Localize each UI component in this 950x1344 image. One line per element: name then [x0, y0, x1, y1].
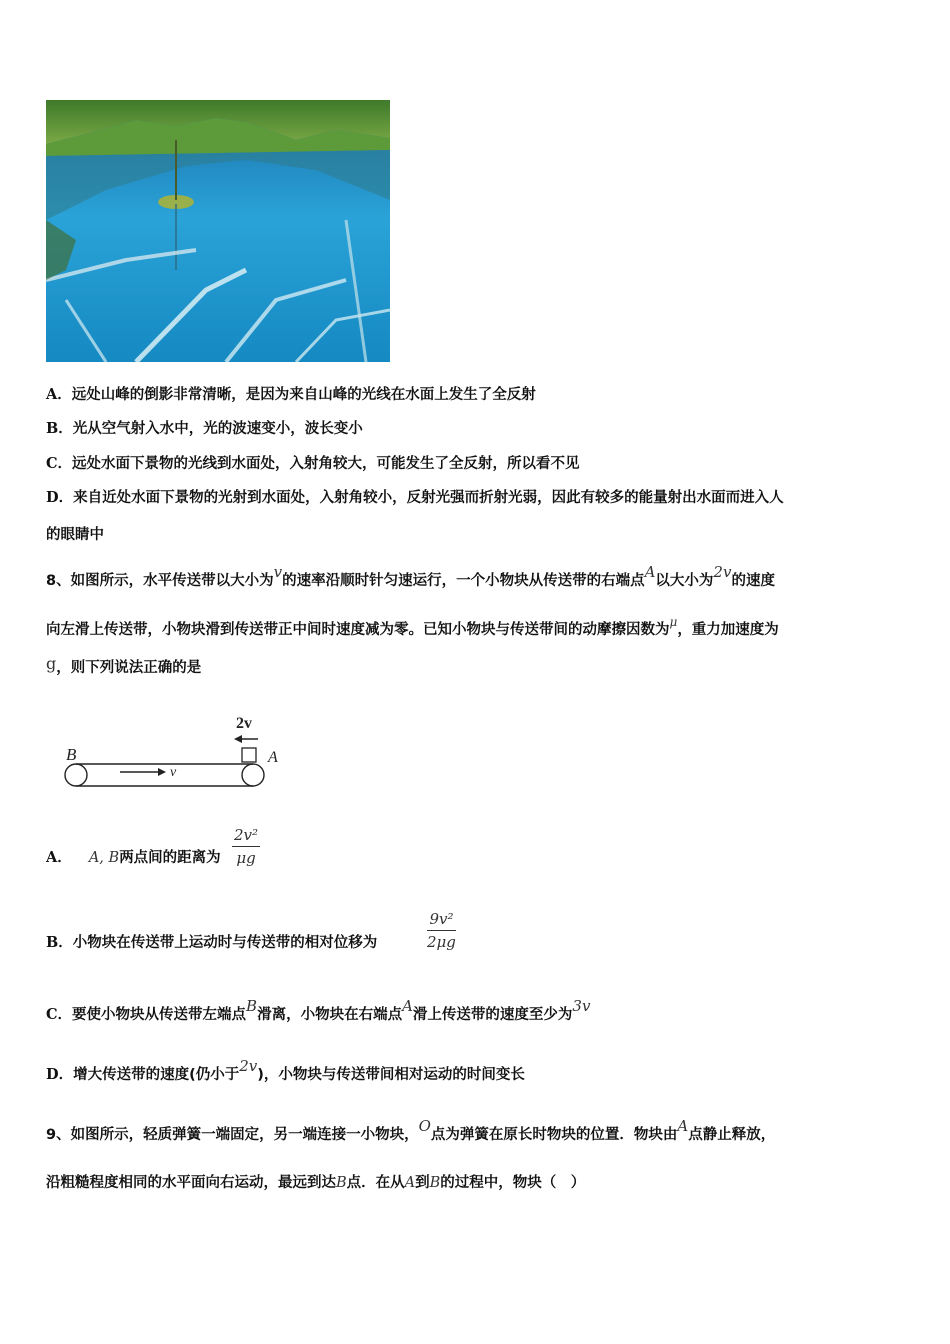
option-text: 要使小物块从传送带左端点: [72, 1007, 247, 1023]
fraction-numerator: 2v²: [232, 826, 260, 847]
arrow-head-icon: [158, 768, 166, 776]
stem-text: 沿粗糙程度相同的水平面向右运动，最远到达: [46, 1175, 336, 1191]
math-b: B: [429, 1175, 441, 1191]
stem-text: ，重力加速度为: [677, 622, 779, 638]
q8-option-a: [46, 848, 221, 868]
math-3v: 3v: [572, 997, 591, 1015]
diagram-label-a: A: [268, 749, 278, 766]
stem-text: 的过程中，物块（ ）: [440, 1175, 586, 1191]
option-text: 远处山峰的倒影非常清晰，是因为来自山峰的光线在水面上发生了全反射: [71, 387, 536, 403]
math-mu: μ: [669, 615, 678, 629]
stem-text: 点静止释放，: [688, 1127, 776, 1143]
q8-stem-line-2: [46, 615, 779, 640]
stem-text: 的速率沿顺时针匀速运行，一个小物块从传送带的右端点: [282, 573, 645, 589]
question-number: 9、: [46, 1127, 71, 1143]
diagram-label-b: B: [66, 745, 77, 764]
stem-text: 如图所示，水平传送带以大小为: [70, 573, 274, 589]
option-letter: D．: [46, 489, 74, 506]
right-pulley: [242, 764, 264, 786]
stem-text: ，则下列说法正确的是: [56, 660, 202, 676]
option-letter: B．: [46, 934, 73, 951]
option-text: 两点间的距离为: [119, 850, 221, 866]
stem-text: 的速度: [731, 573, 775, 589]
question-number: 8、: [46, 573, 71, 589]
left-pulley: [65, 764, 87, 786]
q7-option-d: [46, 488, 784, 508]
q8-option-b: [46, 933, 377, 953]
option-text: 的眼睛中: [46, 527, 104, 543]
stem-text: 点．在从: [346, 1175, 405, 1191]
small-block: [242, 748, 256, 762]
stem-text: 向左滑上传送带，小物块滑到传送带正中间时速度减为零。已知小物块与传送带间的动摩擦因数为: [46, 622, 670, 638]
diagram-label-2v: 2v: [236, 715, 252, 732]
option-text: 来自近处水面下景物的光射到水面处，入射角较小，反射光强而折射光弱，因此有较多的能量射出水面而进入人: [73, 490, 784, 506]
fraction-9v2-over-2mug: [427, 910, 456, 951]
option-text: 滑离，小物块在右端点: [257, 1007, 403, 1023]
stem-text: 以大小为: [655, 573, 714, 589]
option-letter: D．: [46, 1066, 74, 1083]
q7-option-d-continued: [46, 525, 104, 545]
math-2v: 2v: [713, 563, 732, 581]
math-a: A: [677, 1117, 689, 1135]
fraction-2v2-over-mug: [232, 826, 260, 867]
conveyor-diagram: [58, 708, 288, 798]
option-letter: B．: [46, 420, 73, 437]
option-letter: C．: [46, 1006, 73, 1023]
math-2v: 2v: [239, 1057, 258, 1075]
math-v: v: [273, 563, 283, 581]
q8-option-d: [46, 1057, 525, 1085]
q8-option-c: [46, 997, 591, 1025]
option-text: 远处水面下景物的光线到水面处，入射角较大，可能发生了全反射，所以看不见: [72, 456, 580, 472]
option-text: )，小物块与传送带间相对运动的时间变长: [257, 1067, 525, 1083]
diagram-label-v: v: [170, 765, 177, 780]
stem-text: 点为弹簧在原长时物块的位置．物块由: [430, 1127, 678, 1143]
math-b: B: [246, 997, 258, 1015]
lake-photo: [46, 100, 390, 362]
q8-stem-line-1: [46, 563, 775, 591]
q9-stem-line-1: [46, 1117, 776, 1145]
q7-option-b: [46, 419, 363, 439]
option-text: 增大传送带的速度(仍小于: [73, 1067, 240, 1083]
math-g: g: [46, 654, 57, 673]
fraction-denominator: μg: [236, 849, 256, 867]
option-text: 滑上传送带的速度至少为: [412, 1007, 573, 1023]
q8-stem-line-3: [46, 654, 202, 678]
math-a: A: [644, 563, 656, 581]
option-letter: C．: [46, 455, 73, 472]
option-letter: A．: [46, 386, 72, 403]
math-b: B: [336, 1175, 347, 1191]
q7-option-c: [46, 454, 580, 474]
option-text: 小物块在传送带上运动时与传送带的相对位移为: [72, 935, 378, 951]
math-o: O: [418, 1117, 431, 1135]
q9-stem-line-2: [46, 1173, 585, 1193]
fraction-denominator: 2μg: [427, 933, 456, 951]
math-a: A: [402, 997, 413, 1015]
q7-option-a: [46, 385, 536, 405]
fraction-numerator: 9v²: [427, 910, 456, 931]
stem-text: 如图所示，轻质弹簧一端固定，另一端连接一小物块，: [70, 1127, 419, 1143]
stem-text: 到: [415, 1175, 430, 1191]
math-a: A: [404, 1175, 416, 1191]
option-text: 光从空气射入水中，光的波速变小，波长变小: [72, 421, 363, 437]
arrow-head-icon: [234, 735, 242, 743]
math-ab: A, B: [88, 850, 120, 866]
option-letter: A．: [46, 849, 72, 866]
